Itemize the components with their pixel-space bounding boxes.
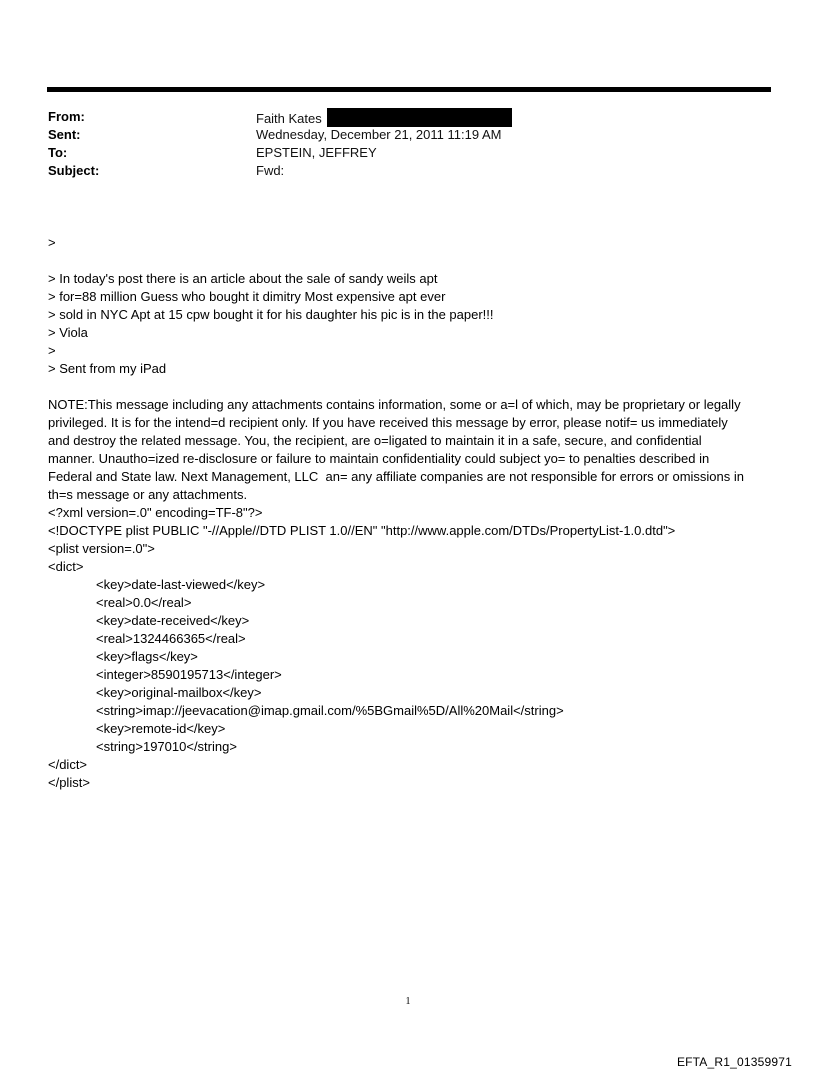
from-row bbox=[48, 108, 512, 126]
xml-line: <real>1324466365</real> bbox=[96, 631, 246, 646]
xml-line: <key>original-mailbox</key> bbox=[96, 685, 262, 700]
xml-line: <dict> bbox=[48, 559, 84, 574]
xml-line: <key>remote-id</key> bbox=[96, 721, 226, 736]
sent-value: Wednesday, December 21, 2011 11:19 AM bbox=[256, 127, 502, 142]
message-line bbox=[48, 252, 494, 270]
message-line: > for=88 million Guess who bought it dimitry Most expensive apt ever bbox=[48, 289, 446, 304]
sent-label: Sent: bbox=[48, 127, 81, 142]
subject-row bbox=[48, 162, 512, 180]
notice-line: NOTE:This message including any attachments contains information, some or a=l of which, may be proprietary or legally bbox=[48, 397, 741, 412]
message-line: > bbox=[48, 235, 56, 250]
message-body bbox=[48, 234, 494, 378]
bates-number: EFTA_R1_01359971 bbox=[676, 1055, 792, 1069]
subject-label: Subject: bbox=[48, 163, 100, 178]
message-line: > In today's post there is an article about the sale of sandy weils apt bbox=[48, 271, 438, 286]
sent-row bbox=[48, 126, 512, 144]
xml-line: <plist version=.0"> bbox=[48, 541, 155, 556]
xml-line: <string>197010</string> bbox=[96, 739, 237, 754]
xml-line: <?xml version=.0" encoding=TF-8"?> bbox=[48, 505, 263, 520]
message-line: > Sent from my iPad bbox=[48, 361, 167, 376]
message-line: > bbox=[48, 343, 56, 358]
xml-line: <!DOCTYPE plist PUBLIC "-//Apple//DTD PLIST 1.0//EN" "http://www.apple.com/DTDs/PropertyList-1.0.dtd"> bbox=[48, 523, 676, 538]
from-value bbox=[256, 108, 512, 126]
xml-line: </plist> bbox=[48, 775, 90, 790]
email-header bbox=[48, 108, 512, 180]
xml-line: <integer>8590195713</integer> bbox=[96, 667, 282, 682]
message-line: > Viola bbox=[48, 325, 88, 340]
redaction-bar bbox=[327, 108, 512, 127]
page-number: 1 bbox=[405, 996, 411, 1007]
xml-line: <key>date-received</key> bbox=[96, 613, 250, 628]
notice-line: and destroy the related message. You, the recipient, are o=ligated to maintain it in a safe, secure, and confidential bbox=[48, 433, 702, 448]
subject-value: Fwd: bbox=[256, 163, 285, 178]
legal-notice bbox=[48, 396, 770, 504]
xml-line: </dict> bbox=[48, 757, 88, 772]
from-name: Faith Kates bbox=[256, 111, 322, 126]
xml-metadata bbox=[48, 504, 675, 792]
xml-line: <key>flags</key> bbox=[96, 649, 198, 664]
notice-line: manner. Unautho=ized re-disclosure or failure to maintain confidentiality could subject yo= to penalties described in bbox=[48, 451, 710, 466]
notice-line: privileged. It is for the intend=d recipient only. If you have received this message by error, please notif= us immediately bbox=[48, 415, 728, 430]
header-rule bbox=[47, 87, 771, 92]
xml-line: <key>date-last-viewed</key> bbox=[96, 577, 266, 592]
to-label: To: bbox=[48, 145, 68, 160]
notice-line: th=s message or any attachments. bbox=[48, 487, 248, 502]
message-line: > sold in NYC Apt at 15 cpw bought it for his daughter his pic is in the paper!!! bbox=[48, 307, 494, 322]
to-value: EPSTEIN, JEFFREY bbox=[256, 145, 377, 160]
xml-line: <real>0.0</real> bbox=[96, 595, 192, 610]
to-row bbox=[48, 144, 512, 162]
notice-line: Federal and State law. Next Management, LLC an= any affiliate companies are not responsible for errors or omissions in bbox=[48, 469, 744, 484]
xml-line: <string>imap://jeevacation@imap.gmail.com/%5BGmail%5D/All%20Mail</string> bbox=[96, 703, 564, 718]
from-label: From: bbox=[48, 109, 85, 124]
